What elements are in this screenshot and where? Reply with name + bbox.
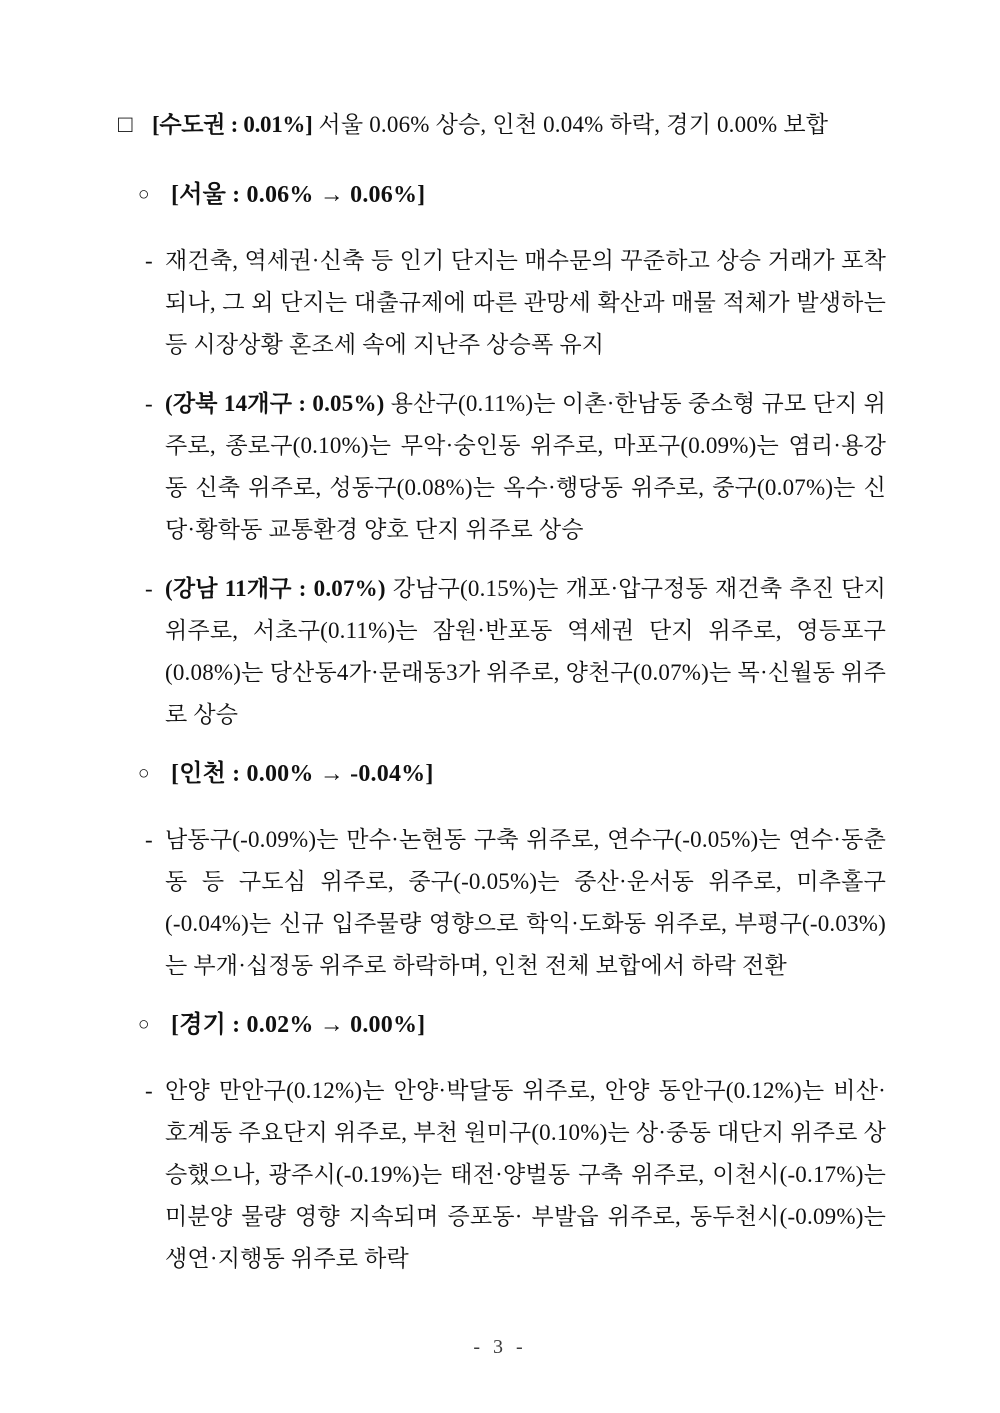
block-rest-text: 서울 0.06% 상승, 인천 0.04% 하락, 경기 0.00% 보합 [312, 112, 829, 137]
paragraph-item [118, 1070, 886, 1280]
section-heading [118, 1004, 886, 1046]
paragraph-item [118, 240, 886, 366]
bullet-marker: □ [118, 112, 133, 138]
block-text [171, 1004, 886, 1046]
block-strong-text: [수도권 : 0.01%] [152, 112, 313, 137]
paragraph-item [118, 383, 886, 551]
paragraph-item [118, 819, 886, 987]
block-text [165, 383, 886, 551]
page-number: - 3 - [473, 1336, 527, 1358]
block-strong-text: [서울 : 0.06% → 0.06%] [171, 182, 426, 208]
section-heading [118, 104, 886, 146]
block-text [171, 753, 886, 795]
section-heading [118, 753, 886, 795]
block-text [165, 568, 886, 736]
bullet-marker: - [145, 576, 153, 601]
bullet-marker: - [145, 1078, 153, 1103]
block-strong-text: [인천 : 0.00% → -0.04%] [171, 761, 434, 787]
bullet-marker: - [145, 391, 153, 416]
bullet-marker: ○ [138, 184, 150, 205]
bullet-marker: ○ [138, 763, 150, 784]
block-strong-text: [경기 : 0.02% → 0.00%] [171, 1012, 426, 1038]
block-text [165, 819, 886, 987]
document-content [118, 104, 886, 1297]
block-text [165, 240, 886, 366]
block-rest-text: 남동구(-0.09%)는 만수·논현동 구축 위주로, 연수구(-0.05%)는 연수·동춘동 등 구도심 위주로, 중구(-0.05%)는 중산·운서동 위주로, 미추홀구(-0.04%)는 신규 입주물량 영향으로 학익·도화동 위주로, 부평구(-0.03%)는 부개·십정동 위주로 하락하며, 인천 전체 보합에서 하락 전환 [165, 827, 886, 978]
block-strong-text: (강북 14개구 : 0.05%) [165, 391, 385, 416]
bullet-marker: - [145, 827, 153, 852]
block-text [165, 1070, 886, 1280]
section-heading [118, 174, 886, 216]
block-text [171, 174, 886, 216]
block-rest-text: 안양 만안구(0.12%)는 안양·박달동 위주로, 안양 동안구(0.12%)는 비산·호계동 주요단지 위주로, 부천 원미구(0.10%)는 상·중동 대단지 위주로 상승했으나, 광주시(-0.19%)는 태전·양벌동 구축 위주로, 이천시(-0.17%)는 미분양 물량 영향 지속되며 증포동· 부발읍 위주로, 동두천시(-0.09%)는 생연·지행동 위주로 하락 [165, 1078, 886, 1271]
block-text [152, 104, 886, 146]
bullet-marker: - [145, 248, 153, 273]
block-strong-text: (강남 11개구 : 0.07%) [165, 576, 386, 601]
block-rest-text: 용산구(0.11%)는 이촌·한남동 중소형 규모 단지 위주로, 종로구(0.10%)는 무악·숭인동 위주로, 마포구(0.09%)는 염리·용강동 신축 위주로, 성동구(0.08%)는 옥수·행당동 위주로, 중구(0.07%)는 신당·황학동 교통환경 양호 단지 위주로 상승 [165, 391, 886, 542]
block-rest-text: 재건축, 역세권·신축 등 인기 단지는 매수문의 꾸준하고 상승 거래가 포착되나, 그 외 단지는 대출규제에 따른 관망세 확산과 매물 적체가 발생하는 등 시장상황 혼조세 속에 지난주 상승폭 유지 [165, 248, 886, 357]
bullet-marker: ○ [138, 1014, 150, 1035]
paragraph-item [118, 568, 886, 736]
block-rest-text: 강남구(0.15%)는 개포·압구정동 재건축 추진 단지 위주로, 서초구(0.11%)는 잠원·반포동 역세권 단지 위주로, 영등포구(0.08%)는 당산동4가·문래동3가 위주로, 양천구(0.07%)는 목·신월동 위주로 상승 [165, 576, 886, 727]
